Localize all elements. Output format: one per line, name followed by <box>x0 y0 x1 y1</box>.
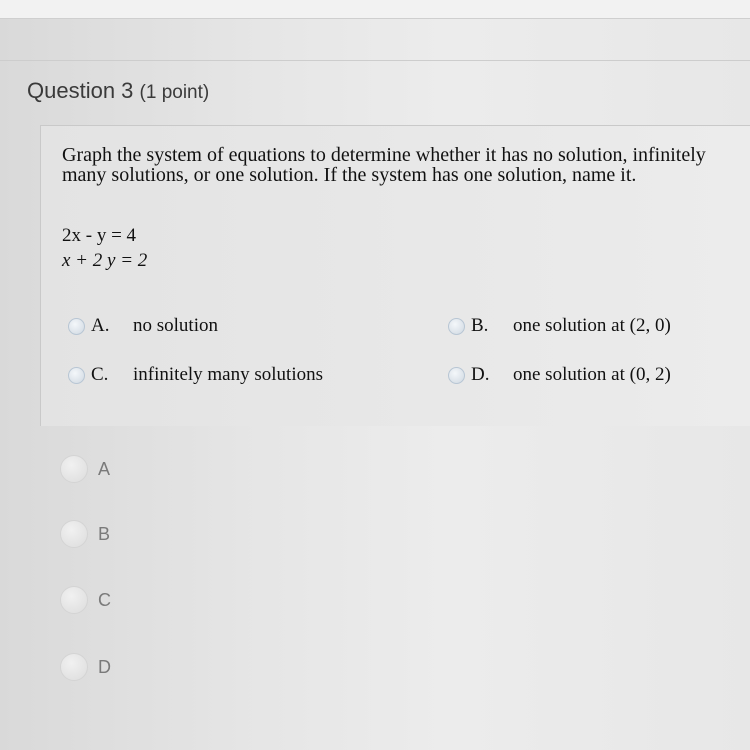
option-c <box>68 364 323 386</box>
option-d-bullet-icon <box>448 367 465 384</box>
option-a <box>68 315 218 337</box>
answer-c-label: C <box>98 589 111 610</box>
question-points: (1 point) <box>139 82 210 103</box>
equation-2: x + 2 y = 2 <box>62 250 148 271</box>
answer-b-label: B <box>98 523 111 544</box>
answer-a-label: A <box>98 458 111 479</box>
option-b-text: one solution at (2, 0) <box>513 315 671 336</box>
answer-choice-a[interactable] <box>60 455 110 483</box>
question-number: Question 3 <box>27 78 134 103</box>
answer-choice-c[interactable] <box>60 586 111 614</box>
option-b <box>448 315 671 337</box>
answer-choice-d[interactable] <box>60 653 111 681</box>
answer-a-radio-icon[interactable] <box>60 455 88 483</box>
option-d <box>448 364 671 386</box>
answer-d-radio-icon[interactable] <box>60 653 88 681</box>
question-prompt: Graph the system of equations to determine whether it has no solution, infinitely many solutions, or one solution. If the system has one solution, name it. <box>62 144 706 186</box>
option-d-letter: D. <box>471 364 490 385</box>
option-a-letter: A. <box>91 315 110 336</box>
option-c-text: infinitely many solutions <box>133 364 323 385</box>
answer-b-radio-icon[interactable] <box>60 520 88 548</box>
answer-d-label: D <box>98 656 111 677</box>
option-c-bullet-icon <box>68 367 85 384</box>
equation-1: 2x - y = 4 <box>62 225 137 246</box>
option-d-text: one solution at (0, 2) <box>513 364 671 385</box>
option-b-letter: B. <box>471 315 489 336</box>
top-bar <box>0 0 750 19</box>
answer-choice-b[interactable] <box>60 520 110 548</box>
answer-c-radio-icon[interactable] <box>60 586 88 614</box>
option-b-bullet-icon <box>448 318 465 335</box>
option-a-bullet-icon <box>68 318 85 335</box>
divider <box>0 60 750 61</box>
option-a-text: no solution <box>133 315 218 336</box>
question-title <box>27 78 209 104</box>
option-c-letter: C. <box>91 364 109 385</box>
